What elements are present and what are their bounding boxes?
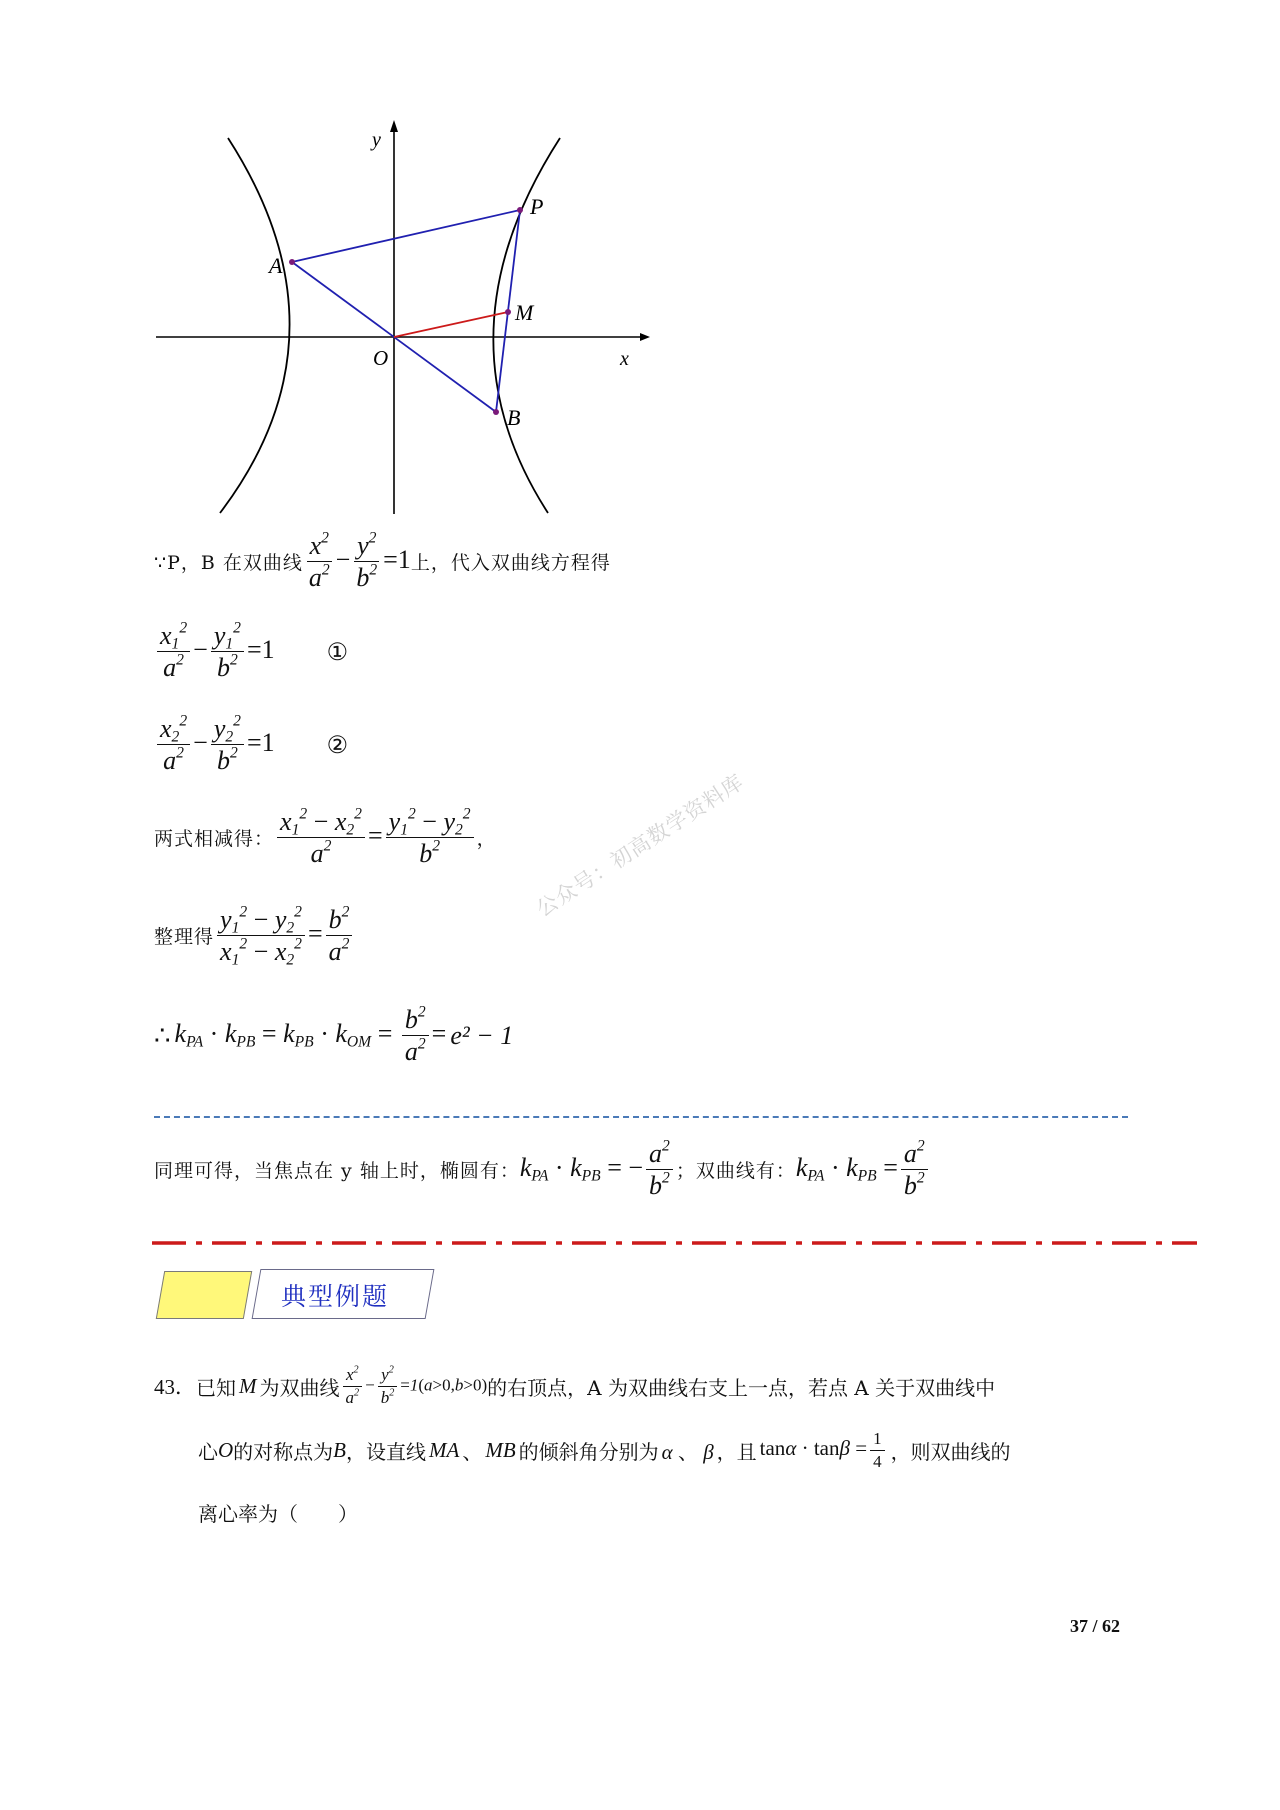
- label-m: M: [515, 300, 534, 325]
- point-m: [505, 309, 511, 315]
- section-header-yellow-box: [156, 1271, 252, 1319]
- equation-1: $\frac{x_1^2}{a^2}$ − $\frac{y_1^2}{b^2}$ =1 ①: [154, 622, 348, 682]
- line-organize: 整理得 $\frac{y_1^2 - y_2^2}{x_1^2 - x_2^2}$ = $\frac{b^2}{a^2}$: [154, 906, 355, 966]
- problem-text-1: 已知: [196, 1375, 236, 1400]
- watermark: 公众号：初高数学资料库: [532, 769, 749, 922]
- segment-om: [394, 312, 508, 337]
- problem-text-9: 的倾斜角分别为: [518, 1439, 659, 1464]
- x-axis-arrow: [640, 333, 650, 341]
- label-p: P: [530, 194, 544, 219]
- y-axis-arrow: [390, 120, 398, 132]
- label-y: y: [372, 129, 381, 151]
- label-x: x: [620, 348, 629, 370]
- problem-text-2: 为双曲线: [259, 1375, 340, 1400]
- hyperbola-figure: [150, 120, 650, 520]
- problem-43-line-2: 心 O 的对称点为 B ，设直线 MA 、 MB 的倾斜角分别为 α 、 β ，且 tanα · tanβ = $\frac{1}{4}$ ，则双曲线的: [198, 1429, 1011, 1471]
- line-substitute-prefix: ∵P，B 在双曲线: [154, 552, 303, 575]
- line-y-axis-prefix: 同理可得，当焦点在 y 轴上时，椭圆有：: [154, 1160, 520, 1183]
- problem-text-4: A 为双曲线右支上一点，若点 A 关于双曲线中: [587, 1375, 996, 1400]
- red-dashdot-divider: [152, 1238, 1197, 1248]
- line-y-axis-focus: 同理可得，当焦点在 y 轴上时，椭圆有： $k_{PA} \cdot k_{PB}$ = − $\frac{a^2}{b^2}$ ；双曲线有： $k_{PA} \cdot k_{PB}$ = $\frac{a^2}{b^2}$: [154, 1140, 931, 1200]
- line-y-axis-mid: ；双曲线有：: [675, 1160, 796, 1183]
- problem-text-8: 、: [462, 1439, 483, 1464]
- label-a: A: [269, 253, 283, 278]
- problem-text-3: 的右顶点，: [487, 1375, 588, 1400]
- point-a: [289, 259, 295, 265]
- point-p: [517, 207, 523, 213]
- blue-dashed-divider: [154, 1116, 1128, 1118]
- line-subtract: 两式相减得： $\frac{x_1^2 - x_2^2}{a^2}$ = $\frac{y_1^2 - y_2^2}{b^2}$ ，: [154, 805, 497, 869]
- hyperbola-left-branch: [220, 138, 290, 513]
- equation-2: $\frac{x_2^2}{a^2}$ − $\frac{y_2^2}{b^2}$ =1 ②: [154, 715, 348, 775]
- line-substitute-suffix: 上，代入双曲线方程得: [410, 552, 611, 575]
- equation-2-tag: ②: [326, 730, 349, 759]
- line-subtract-suffix: ，: [476, 828, 497, 851]
- point-b: [493, 409, 499, 415]
- page-number: 37 / 62: [1070, 1616, 1121, 1636]
- problem-43-line-3: [198, 1498, 358, 1527]
- problem-43-line-1: 43． 已知 M 为双曲线 $\frac{x^2}{a^2}$ − $\frac{y^2}{b^2}$ =1(a>0,b>0) 的右顶点， A 为双曲线右支上一点，若点 A 关于双曲线中: [154, 1364, 996, 1407]
- problem-text-10: ，且: [716, 1439, 757, 1464]
- problem-text-11: ，则双曲线的: [890, 1439, 1011, 1464]
- problem-text-5: 心: [198, 1439, 218, 1464]
- problem-text-7: ，设直线: [346, 1439, 426, 1464]
- segment-ap: [292, 210, 520, 262]
- label-b: B: [507, 405, 521, 430]
- problem-text-12: 离心率为（ ）: [198, 1502, 358, 1526]
- label-o: O: [373, 346, 389, 370]
- problem-number: 43．: [154, 1375, 196, 1400]
- therefore-symbol: ∴: [154, 1020, 171, 1051]
- problem-text-6: 的对称点为: [233, 1439, 334, 1464]
- hyperbola-right-branch: [493, 138, 560, 513]
- line-subtract-prefix: 两式相减得：: [154, 828, 275, 851]
- hyperbola-equation: $\frac{x^2}{a^2}$ − $\frac{y^2}{b^2}$ =1: [303, 532, 411, 592]
- section-title: 典型例题: [281, 1282, 390, 1311]
- result-rhs: e² − 1: [450, 1020, 514, 1050]
- equation-1-tag: ①: [326, 637, 349, 666]
- line-therefore: ∴ $k_{PA} \cdot k_{PB} = k_{PB} \cdot k_{OM}$ = $\frac{b^2}{a^2}$ = e² − 1: [154, 1003, 514, 1067]
- line-substitute: [154, 529, 611, 593]
- line-organize-prefix: 整理得: [154, 926, 215, 949]
